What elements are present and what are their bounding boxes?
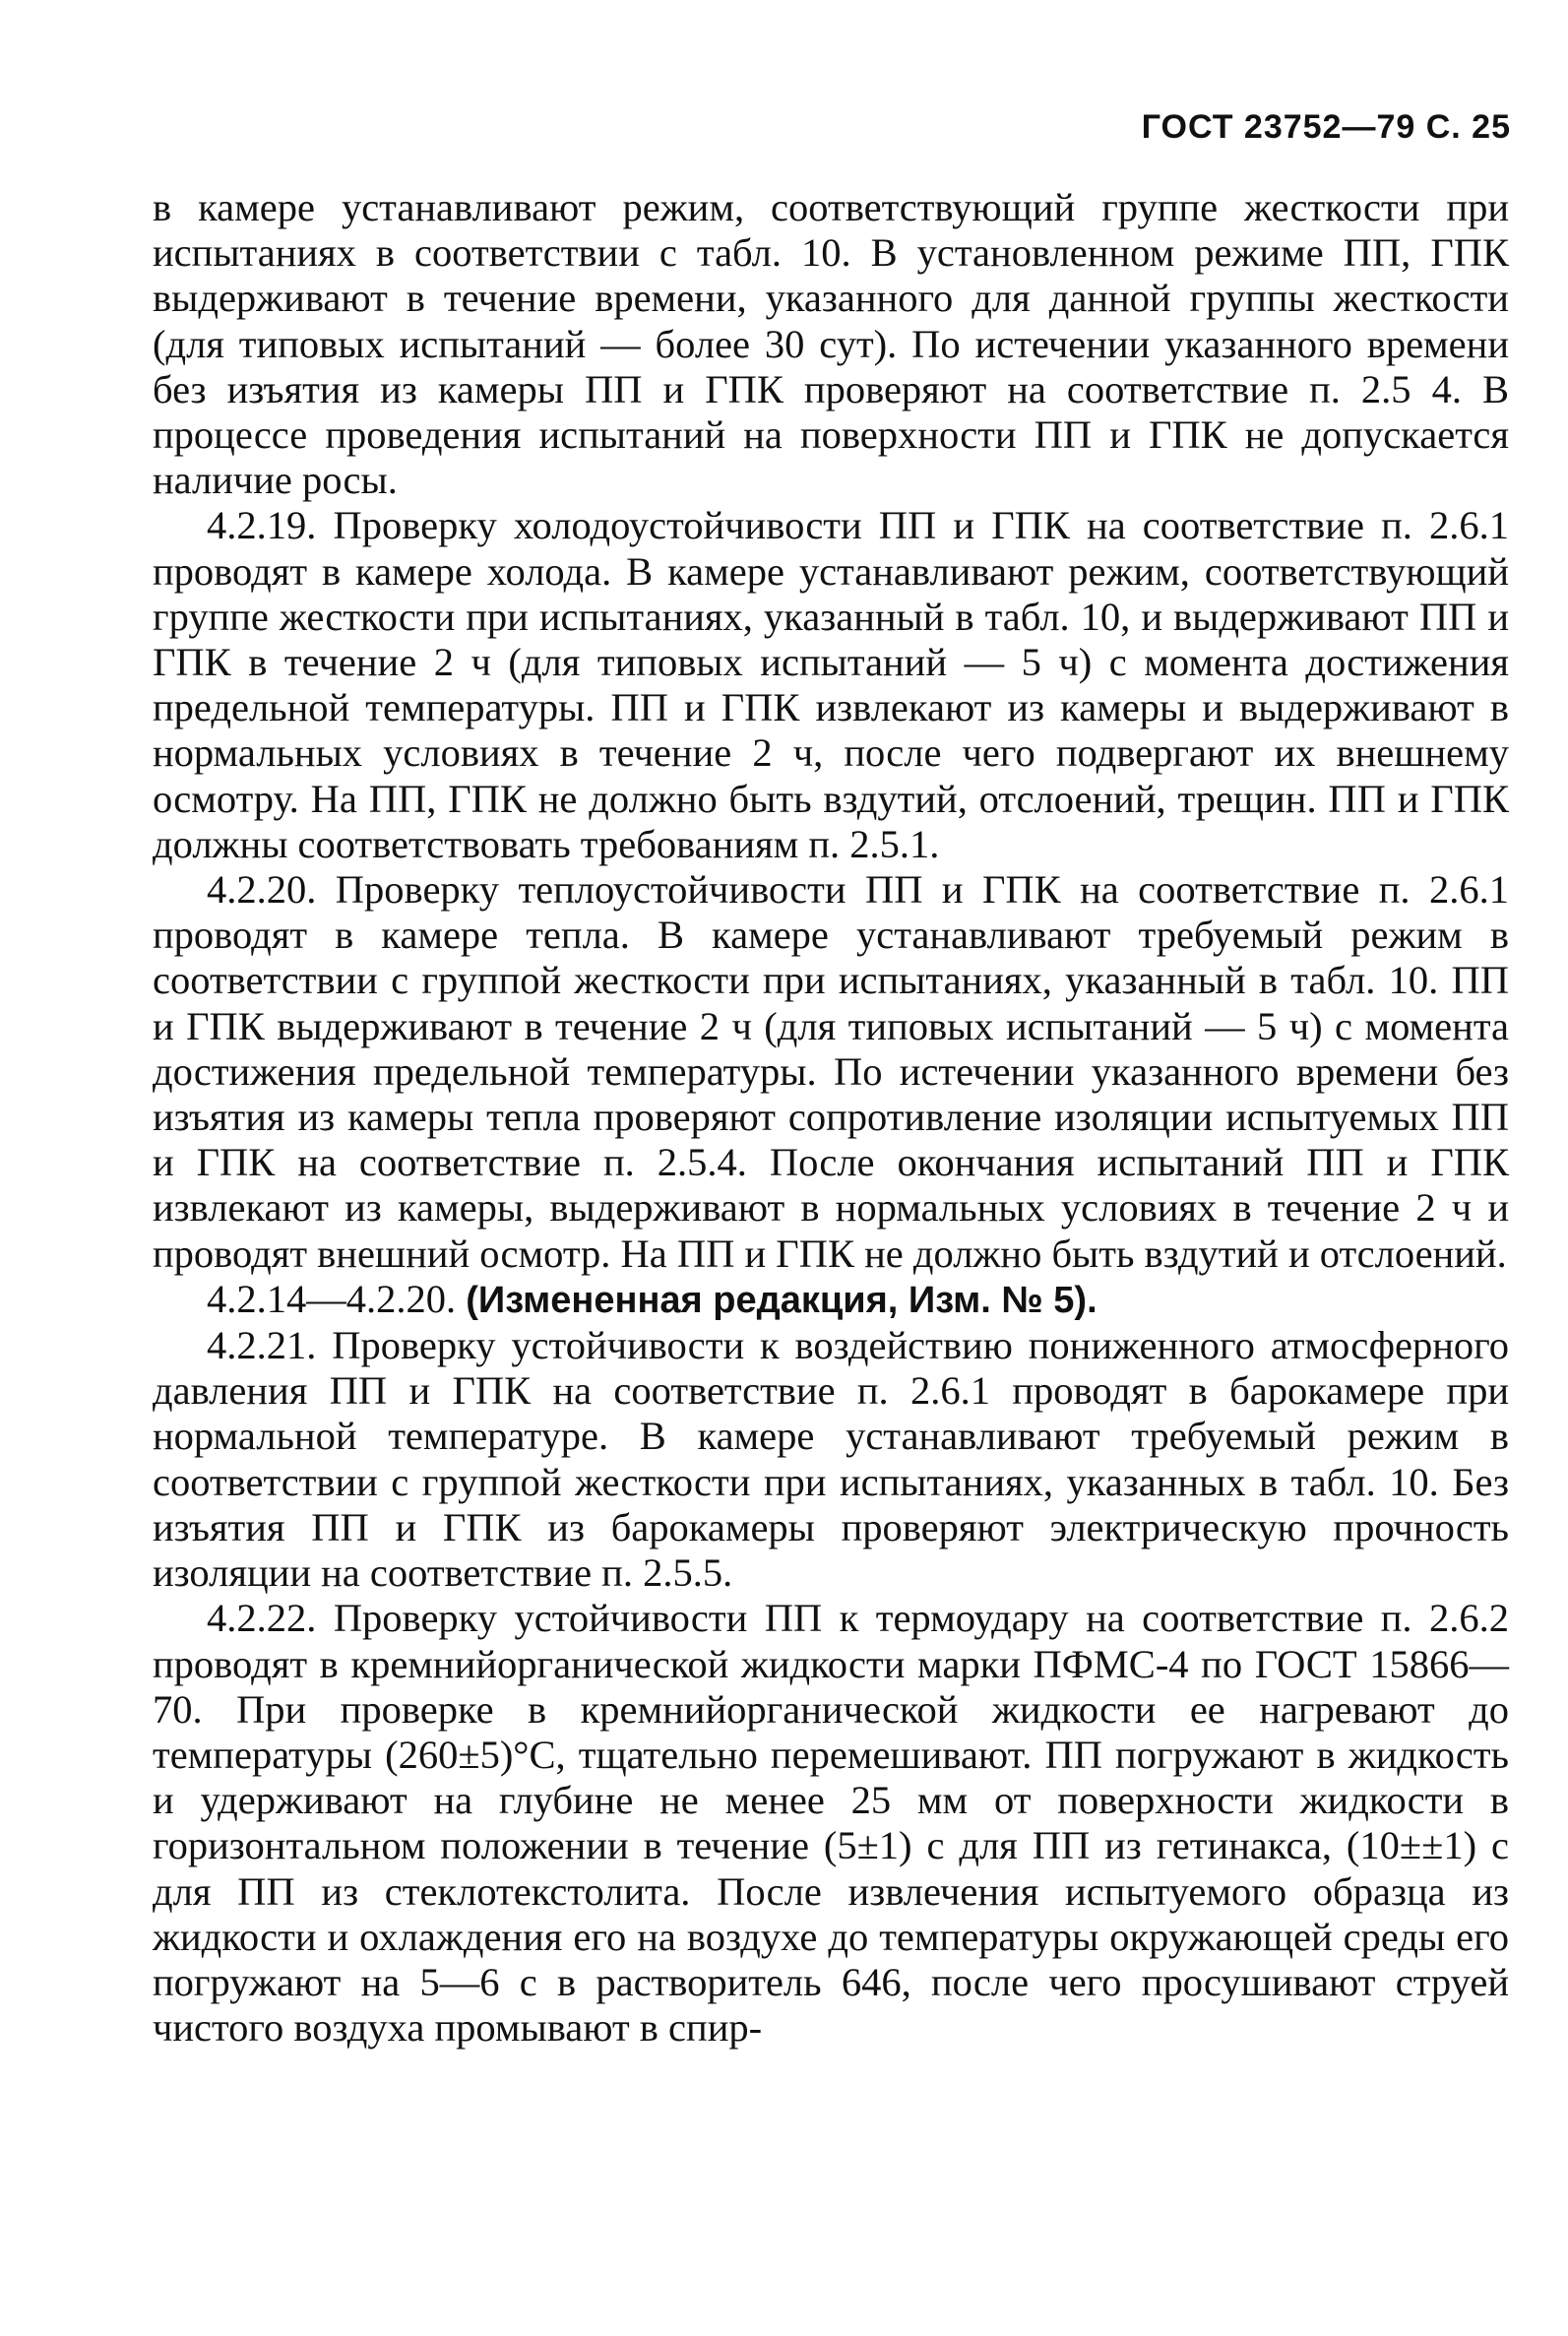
amendment-note-prefix: 4.2.14—4.2.20. [207,1276,467,1321]
amendment-note [153,1277,1509,1323]
paragraph-4-2-19: 4.2.19. Проверку холодоустойчивости ПП и ГПК на соответствие п. 2.6.1 проводят в камере холода. В камере устанавливают режим, соответствующий группе жесткости при испытаниях, указанный в табл. 10, и выдерживают ПП и ГПК в течение 2 ч (для типовых испытаний — 5 ч) с момента достижения предельной температуры. ПП и ГПК извлекают из камеры и выдерживают в нормальных условиях в течение 2 ч, после чего подвергают их внешнему осмотру. На ПП, ГПК не должно быть вздутий, отслоений, трещин. ПП и ГПК должны соответствовать требованиям п. 2.5.1. [153,503,1509,866]
paragraph-4-2-21: 4.2.21. Проверку устойчивости к воздействию пониженного атмосферного давления ПП и ГПК на соответствие п. 2.6.1 проводят в барокамере при нормальной температуре. В камере устанавливают требуемый режим в соответствии с группой жесткости при испытаниях, указанных в табл. 10. Без изъятия ПП и ГПК из барокамеры проверяют электрическую прочность изоляции на соответствие п. 2.5.5. [153,1323,1509,1596]
body-text [153,185,1509,2051]
running-header: ГОСТ 23752—79 С. 25 [1141,108,1511,146]
paragraph-4-2-22: 4.2.22. Проверку устойчивости ПП к термоудару на соответствие п. 2.6.2 проводят в кремнийорганической жидкости марки ПФМС-4 по ГОСТ 15866—70. При проверке в кремнийорганической жидкости ее нагревают до температуры (260±5)°С, тщательно перемешивают. ПП погружают в жидкость и удерживают на глубине не менее 25 мм от поверхности жидкости в горизонтальном положении в течение (5±1) с для ПП из гетинакса, (10±±1) с для ПП из стеклотекстолита. После извлечения испытуемого образца из жидкости и охлаждения его на воздухе до температуры окружающей среды его погружают на 5—6 с в растворитель 646, после чего просушивают струей чистого воздуха промывают в спир- [153,1596,1509,2051]
paragraph-continuation: в камере устанавливают режим, соответствующий группе жесткости при испытаниях в соответствии с табл. 10. В установленном режиме ПП, ГПК выдерживают в течение времени, указанного для данной группы жесткости (для типовых испытаний — более 30 сут). По истечении указанного времени без изъятия из камеры ПП и ГПК проверяют на соответствие п. 2.5 4. В процессе проведения испытаний на поверхности ПП и ГПК не допускается наличие росы. [153,185,1509,503]
paragraph-4-2-20: 4.2.20. Проверку теплоустойчивости ПП и ГПК на соответствие п. 2.6.1 проводят в камере тепла. В камере устанавливают требуемый режим в соответствии с группой жесткости при испытаниях, указанный в табл. 10. ПП и ГПК выдерживают в течение 2 ч (для типовых испытаний — 5 ч) с момента достижения предельной температуры. По истечении указанного времени без изъятия из камеры тепла проверяют сопротивление изоляции испытуемых ПП и ГПК на соответствие п. 2.5.4. После окончания испытаний ПП и ГПК извлекают из камеры, выдерживают в нормальных условиях в течение 2 ч и проводят внешний осмотр. На ПП и ГПК не должно быть вздутий и отслоений. [153,867,1509,1276]
amendment-note-bold: (Измененная редакция, Изм. № 5). [466,1279,1098,1321]
